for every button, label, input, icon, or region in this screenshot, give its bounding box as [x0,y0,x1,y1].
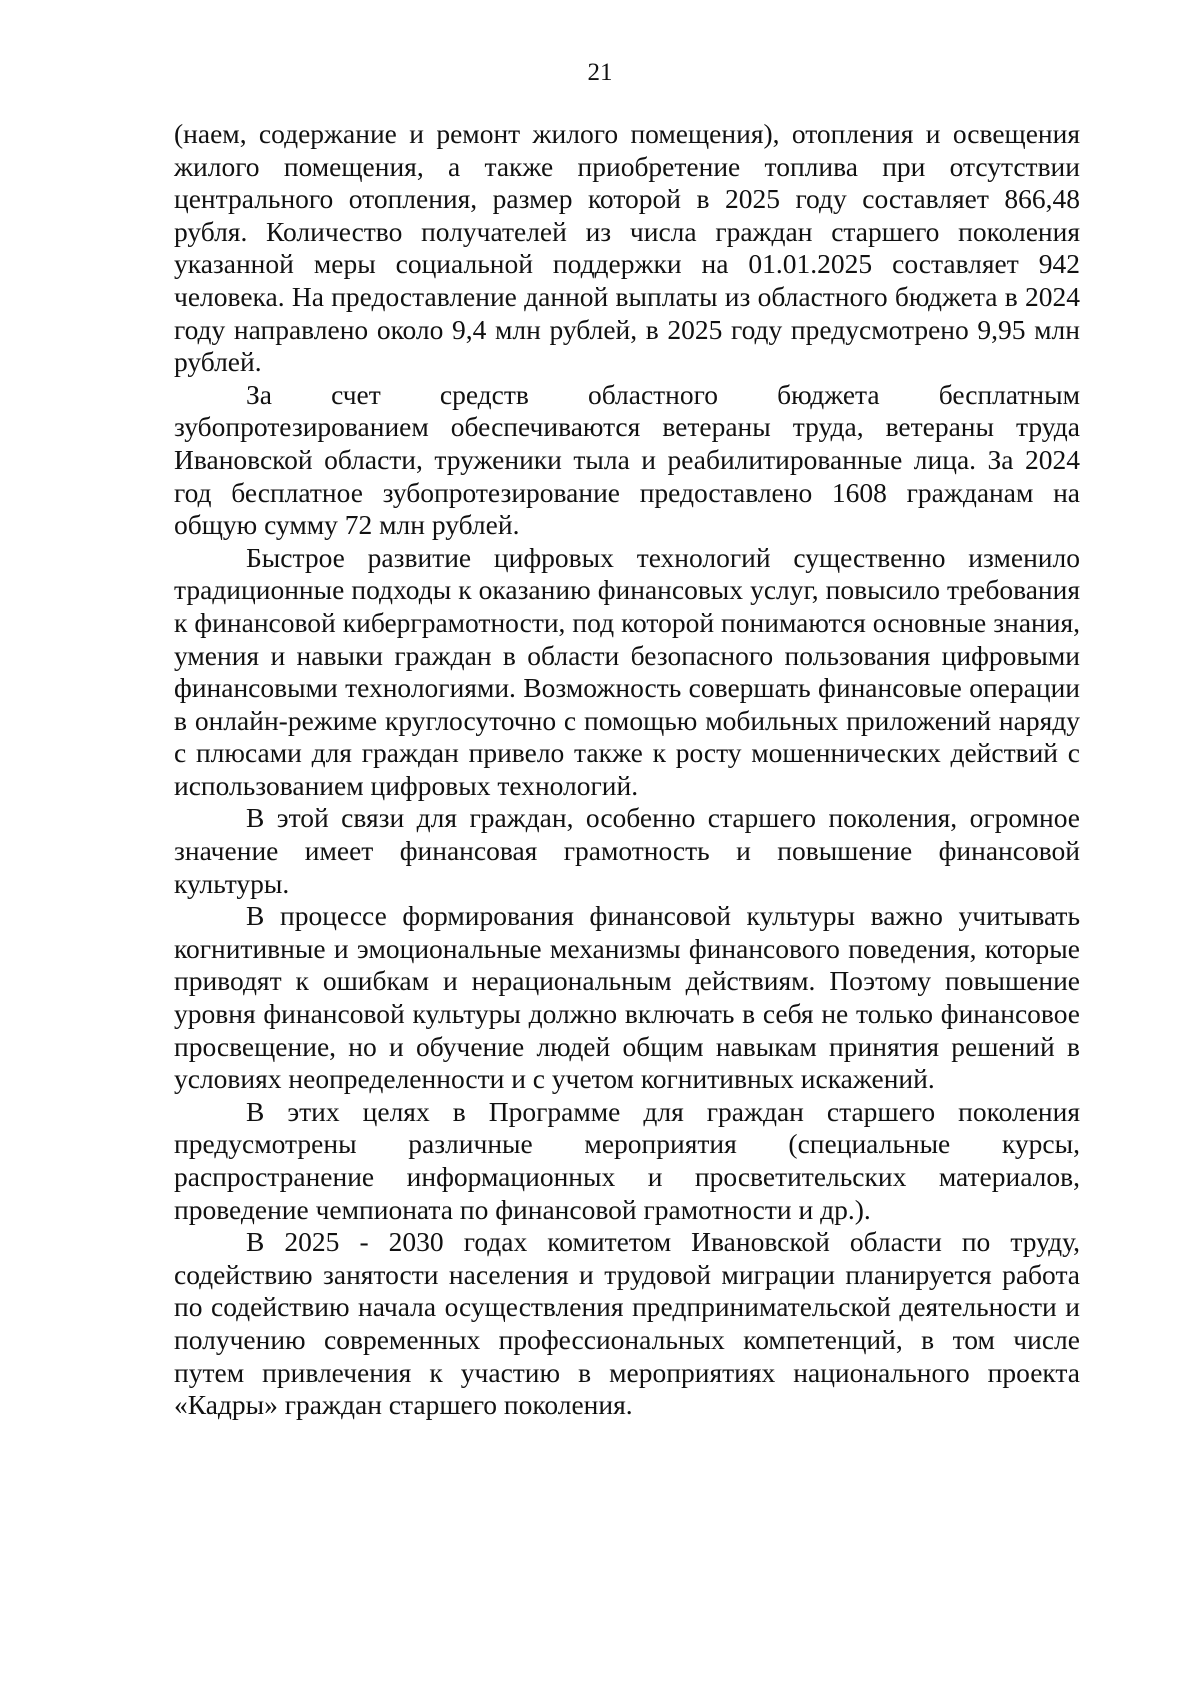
paragraph-employment-2025-2030: В 2025 - 2030 годах комитетом Ивановской области по труду, содействию занятости населения и трудовой миграции планируется работа по содействию начала осуществления предпринимательской деятельности и получению современных профессиональных компетенций, в том числе путем привлечения к участию в мероприятиях национального проекта «Кадры» граждан старшего поколения. [174,1226,1080,1421]
document-body [174,118,1080,1422]
paragraph-digital-technologies: Быстрое развитие цифровых технологий существенно изменило традиционные подходы к оказанию финансовых услуг, повысило требования к финансовой киберграмотности, под которой понимаются основные знания, умения и навыки граждан в области безопасного пользования цифровыми финансовыми технологиями. Возможность совершать финансовые операции в онлайн-режиме круглосуточно с помощью мобильных приложений наряду с плюсами для граждан привело также к росту мошеннических действий с использованием цифровых технологий. [174,541,1080,801]
paragraph-program-activities: В этих целях в Программе для граждан старшего поколения предусмотрены различные мероприятия (специальные курсы, распространение информационных и просветительских материалов, проведение чемпионата по финансовой грамотности и др.). [174,1095,1080,1225]
paragraph-housing-compensation: (наем, содержание и ремонт жилого помещения), отопления и освещения жилого помещения, а также приобретение топлива при отсутствии центрального отопления, размер которой в 2025 году составляет 866,48 рубля. Количество получателей из числа граждан старшего поколения указанной меры социальной поддержки на 01.01.2025 составляет 942 человека. На предоставление данной выплаты из областного бюджета в 2024 году направлено около 9,4 млн рублей, в 2025 году предусмотрено 9,95 млн рублей. [174,118,1080,378]
paragraph-dental-prosthetics: За счет средств областного бюджета бесплатным зубопротезированием обеспечиваются ветераны труда, ветераны труда Ивановской области, труженики тыла и реабилитированные лица. За 2024 год бесплатное зубопротезирование предоставлено 1608 гражданам на общую сумму 72 млн рублей. [174,378,1080,541]
paragraph-financial-culture: В процессе формирования финансовой культуры важно учитывать когнитивные и эмоциональные механизмы финансового поведения, которые приводят к ошибкам и нерациональным действиям. Поэтому повышение уровня финансовой культуры должно включать в себя не только финансовое просвещение, но и обучение людей общим навыкам принятия решений в условиях неопределенности и с учетом когнитивных искажений. [174,900,1080,1095]
page-number: 21 [587,59,613,86]
paragraph-financial-literacy: В этой связи для граждан, особенно старшего поколения, огромное значение имеет финансовая грамотность и повышение финансовой культуры. [174,802,1080,899]
